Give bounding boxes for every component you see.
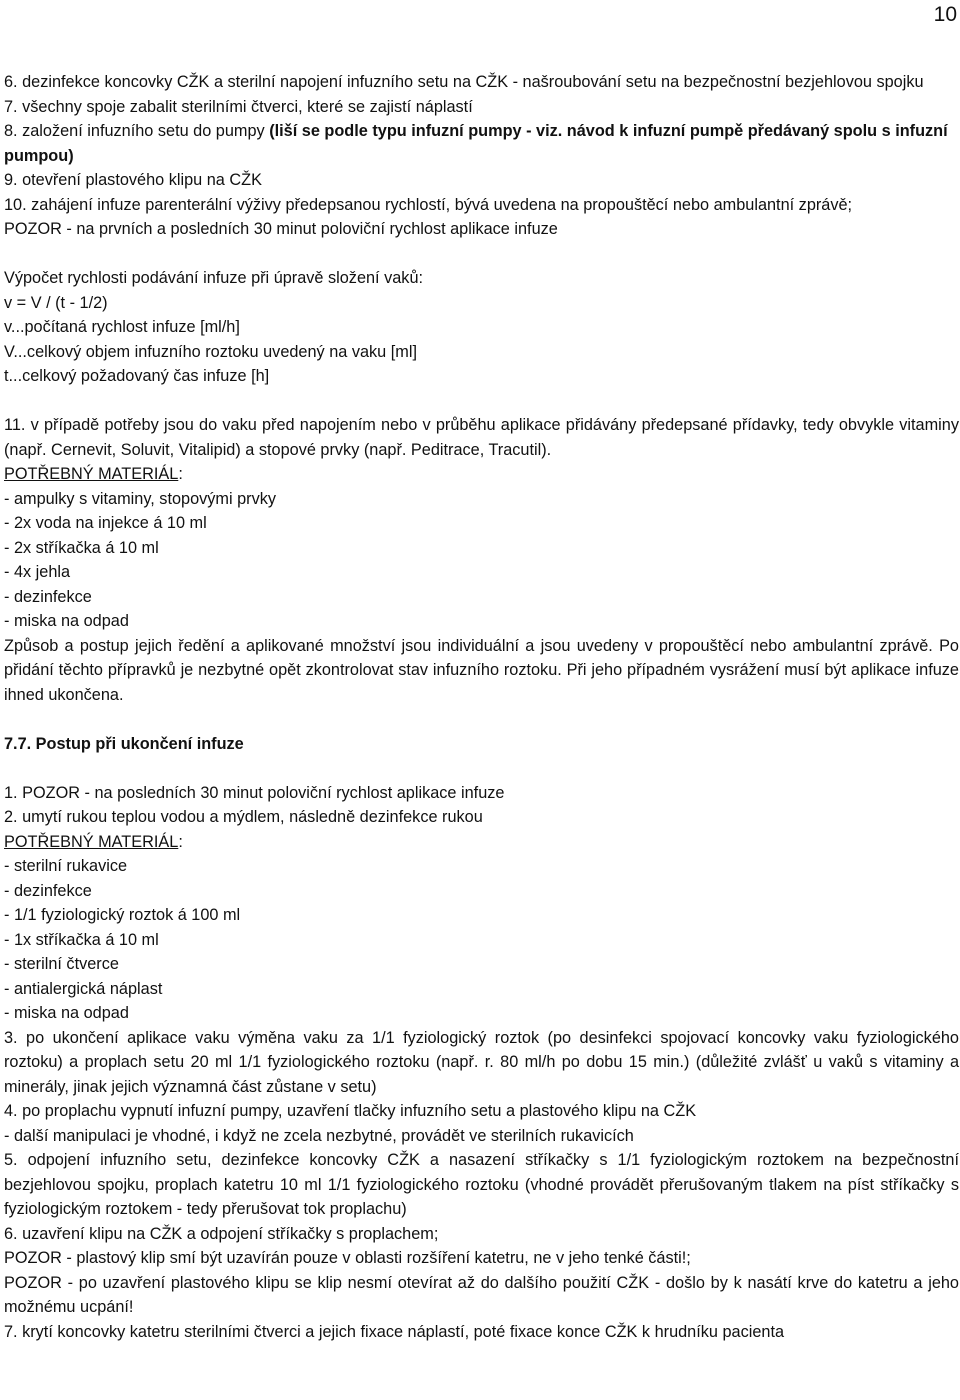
formula-definition: v...počítaná rychlost infuze [ml/h] — [4, 318, 240, 336]
list-item-note: - další manipulaci je vhodné, i když ne zcela nezbytné, provádět ve sterilních rukavicích — [4, 1126, 634, 1145]
material-item: - sterilní čtverce — [4, 955, 119, 973]
list-item — [4, 119, 959, 168]
material-item: - 1/1 fyziologický roztok á 100 ml — [4, 906, 241, 924]
list-item: 2. umytí rukou teplou vodou a mýdlem, následně dezinfekce rukou — [4, 808, 483, 826]
material-item: - miska na odpad — [4, 612, 129, 630]
list-item: 3. po ukončení aplikace vaku výměna vaku za 1/1 fyziologický roztok (po desinfekci spojovací koncovky vaku fyziologického roztoku) a proplach setu 20 ml 1/1 fyziologického roztoku (např. r. 80 ml/h po dobu 15 min.) (důležité zvlášť u vaků s vitaminy a minerály, jinak jejich významná část zůstane v setu) — [4, 1028, 959, 1096]
formula-definition: t...celkový požadovaný čas infuze [h] — [4, 367, 270, 385]
formula-heading: Výpočet rychlosti podávání infuze při úpravě složení vaků: — [4, 269, 424, 287]
list-item: 11. v případě potřeby jsou do vaku před napojením nebo v průběhu aplikace přidávány předepsané přídavky, tedy obvykle vitaminy (např. Cernevit, Soluvit, Vitalipid) a stopové prvky (např. Peditrace, Tracutil). — [4, 416, 959, 459]
list-item: 7. všechny spoje zabalit sterilními čtverci, které se zajistí náplastí — [4, 97, 473, 116]
material-heading — [4, 830, 959, 855]
material-colon: : — [178, 465, 183, 483]
list-item-text: 8. založení infuzního setu do pumpy — [4, 122, 270, 140]
material-heading — [4, 462, 959, 487]
list-item: 1. POZOR - na posledních 30 minut poloviční rychlost aplikace infuze — [4, 783, 505, 802]
list-item: 10. zahájení infuze parenterální výživy předepsanou rychlostí, bývá uvedena na propouštěcí nebo ambulantní zprávě; — [4, 195, 853, 214]
document-body — [4, 70, 959, 1344]
material-item: - 2x voda na injekce á 10 ml — [4, 514, 207, 532]
warning-note: POZOR - na prvních a posledních 30 minut poloviční rychlost aplikace infuze — [4, 220, 558, 238]
list-item: 6. dezinfekce koncovky CŽK a sterilní napojení infuzního setu na CŽK - našroubování setu na bezpečnostní bezjehlovou spojku — [4, 73, 924, 91]
list-item: 4. po proplachu vypnutí infuzní pumpy, uzavření tlačky infuzního setu a plastového klipu na CŽK — [4, 1102, 697, 1120]
formula-definition: V...celkový objem infuzního roztoku uvedený na vaku [ml] — [4, 342, 417, 361]
material-item: - ampulky s vitaminy, stopovými prvky — [4, 489, 277, 508]
list-item: 9. otevření plastového klipu na CŽK — [4, 171, 262, 189]
material-colon: : — [178, 832, 183, 851]
material-item: - dezinfekce — [4, 881, 92, 900]
list-item: 6. uzavření klipu na CŽK a odpojení stříkačky s proplachem; — [4, 1224, 439, 1243]
list-item: 5. odpojení infuzního setu, dezinfekce koncovky CŽK a nasazení stříkačky s 1/1 fyziologickým roztokem na bezpečnostní bezjehlovou spojku, proplach katetru 10 ml 1/1 fyziologického roztoku (vhodné provádět přerušovaným tlakem na píst stříkačky s fyziologickým roztokem - tedy přerušovat tok proplachu) — [4, 1151, 959, 1218]
material-item: - 2x stříkačka á 10 ml — [4, 538, 159, 557]
warning-note: POZOR - po uzavření plastového klipu se klip nesmí otevírat až do dalšího použití CŽK - došlo by k nasátí krve do katetru a jeho možnému ucpání! — [4, 1273, 959, 1316]
material-item: - miska na odpad — [4, 1004, 129, 1022]
paragraph: Způsob a postup jejich ředění a aplikované množství jsou individuální a jsou uvedeny v propouštěcí nebo ambulantní zprávě. Po přidání těchto přípravků je nezbytné opět zkontrolovat stav infuzního roztoku. Při jeho případném vysrážení musí být aplikace infuze ihned ukončena. — [4, 636, 959, 704]
material-label: POTŘEBNÝ MATERIÁL — [4, 832, 179, 851]
material-item: - antialergická náplast — [4, 979, 163, 998]
warning-note: POZOR - plastový klip smí být uzavírán pouze v oblasti rozšíření katetru, ne v jeho tenké části!; — [4, 1249, 691, 1267]
material-item: - sterilní rukavice — [4, 857, 128, 875]
material-item: - 4x jehla — [4, 563, 71, 581]
page-number: 10 — [933, 3, 957, 26]
list-item-emphasis: (liší se podle typu infuzní pumpy - viz. návod k infuzní pumpě předávaný spolu s infuzní pumpou) — [4, 122, 948, 165]
formula-equation: v = V / (t - 1/2) — [4, 293, 108, 312]
material-item: - 1x stříkačka á 10 ml — [4, 930, 159, 949]
material-item: - dezinfekce — [4, 587, 92, 606]
list-item: 7. krytí koncovky katetru sterilními čtverci a jejich fixace náplastí, poté fixace konce CŽK k hrudníku pacienta — [4, 1322, 785, 1341]
section-heading: 7.7. Postup při ukončení infuze — [4, 734, 244, 753]
material-label: POTŘEBNÝ MATERIÁL — [4, 465, 179, 483]
